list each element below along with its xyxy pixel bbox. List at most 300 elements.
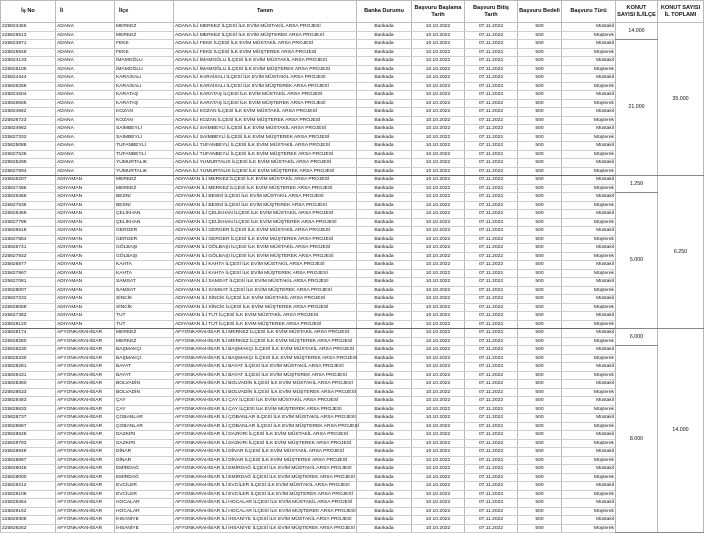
cell-banka-durumu: Bankada [357,244,412,253]
cell-baslama: 10.10.2022 [412,354,465,363]
cell-baslama: 10.10.2022 [412,329,465,338]
cell-bedel: 500 [518,320,562,329]
cell-il: ADANA [56,57,115,66]
header-tanim: Tanım [174,1,357,23]
table-row [1,465,704,474]
cell-ilce: KARATAŞ [115,91,174,100]
cell-ilce: İHSANİYE [115,524,174,533]
cell-tanim: ADIYAMAN İLİ BESNİ İLÇESİ İLK EVİM MÜSTAKİL ARSA PROJESİ [174,193,357,202]
cell-il: AFYONKARAHİSAR [56,516,115,525]
table-row [1,261,704,270]
cell-bedel: 500 [518,193,562,202]
cell-tanim: ADIYAMAN İLİ SAMSAT İLÇESİ İLK EVİM MÜŞTEREK ARSA PROJESİ [174,286,357,295]
cell-bitis: 07.11.2022 [465,456,518,465]
table-row [1,218,704,227]
cell-tanim: ADIYAMAN İLİ SİNCİK İLÇESİ İLK EVİM MÜSTAKİL ARSA PROJESİ [174,295,357,304]
header-is-no: İş No [1,1,56,23]
cell-bitis: 07.11.2022 [465,397,518,406]
cell-is-no: 225823456 [1,23,56,32]
cell-ilce: SAMSAT [115,286,174,295]
cell-turu: Müşterek [562,388,616,397]
cell-turu: Müşterek [562,269,616,278]
cell-turu: Müşterek [562,303,616,312]
table-row [1,295,704,304]
cell-is-no: 225827081 [1,278,56,287]
cell-ilce: BOLVADİN [115,388,174,397]
table-row [1,456,704,465]
cell-turu: Müstakil [562,329,616,338]
cell-turu: Müstakil [562,261,616,270]
cell-banka-durumu: Bankada [357,380,412,389]
cell-baslama: 10.10.2022 [412,252,465,261]
cell-is-no: 225826368 [1,193,56,202]
cell-bitis: 07.11.2022 [465,388,518,397]
cell-ilce: BAŞMAKÇI [115,354,174,363]
cell-baslama: 10.10.2022 [412,269,465,278]
cell-tanim: AFYONKARAHİSAR İLİ DAZKIRI İLÇESİ İLK EVİM MÜSTAKİL ARSA PROJESİ [174,431,357,440]
cell-ilce: MERKEZ [115,329,174,338]
cell-is-no: 225828848 [1,431,56,440]
cell-banka-durumu: Bankada [357,456,412,465]
cell-bitis: 07.11.2022 [465,516,518,525]
cell-bitis: 07.11.2022 [465,465,518,474]
cell-banka-durumu: Bankada [357,482,412,491]
cell-tanim: ADANA İLİ İMAMOĞLU İLÇESİ İLK EVİM MÜSTAKİL ARSA PROJESİ [174,57,357,66]
cell-tanim: AFYONKARAHİSAR İLİ EMİRDAĞ İLÇESİ İLK EVİM MÜŞTEREK ARSA PROJESİ [175,474,355,480]
cell-ilce: ÇOBANLAR [115,414,174,423]
cell-banka-durumu: Bankada [357,48,412,57]
cell-turu: Müstakil [562,482,616,491]
cell-ilce: ÇELİKHAN [115,210,174,219]
cell-is-no: 225825513 [1,31,56,40]
cell-bitis: 07.11.2022 [465,184,518,193]
cell-turu: Müşterek [562,473,616,482]
cell-il: ADANA [56,125,115,134]
table-row [1,473,704,482]
cell-bitis: 07.11.2022 [465,473,518,482]
cell-ilce: GÖLBAŞI [115,252,174,261]
cell-is-no: 225826565 [1,99,56,108]
cell-bedel: 500 [518,91,562,100]
cell-ilce: BAŞMAKÇI [115,346,174,355]
cell-tanim: AFYONKARAHİSAR İLİ EVCİLER İLÇESİ İLK EVİM MÜSTAKİL ARSA PROJESİ [174,482,357,491]
cell-il: AFYONKARAHİSAR [56,524,115,533]
cell-is-no: 225828330 [1,354,56,363]
cell-bitis: 07.11.2022 [465,380,518,389]
cell-baslama: 10.10.2022 [412,312,465,321]
cell-baslama: 10.10.2022 [412,490,465,499]
table-row [1,133,704,142]
table-row [1,235,704,244]
cell-banka-durumu: Bankada [357,499,412,508]
cell-turu: Müstakil [562,278,616,287]
cell-turu: Müstakil [562,431,616,440]
table-row [1,252,704,261]
cell-bitis: 07.11.2022 [465,439,518,448]
cell-turu: Müşterek [562,201,616,210]
cell-bedel: 500 [518,227,562,236]
table-row [1,414,704,423]
table-row [1,91,704,100]
table-row [1,431,704,440]
cell-turu: Müstakil [562,125,616,134]
cell-banka-durumu: Bankada [357,303,412,312]
cell-ilce: KARATAŞ [115,99,174,108]
cell-baslama: 10.10.2022 [412,363,465,372]
cell-bitis: 07.11.2022 [465,278,518,287]
cell-il: AFYONKARAHİSAR [56,371,115,380]
cell-ilce: GERGER [115,235,174,244]
cell-tanim: ADANA İLİ KARATAŞ İLÇESİ İLK EVİM MÜSTAKİL ARSA PROJESİ [174,91,357,100]
cell-bedel: 500 [518,108,562,117]
cell-ilce: BOLVADİN [115,380,174,389]
table-row [1,312,704,321]
cell-bitis: 07.11.2022 [465,261,518,270]
cell-is-no: 225826259 [1,82,56,91]
cell-ilce: KARAİSALI [115,82,174,91]
cell-il: ADANA [56,48,115,57]
cell-baslama: 10.10.2022 [412,524,465,533]
cell-ilce: ÇELİKHAN [115,218,174,227]
header-bitis: Başvuru Bitiş Tarih [465,1,518,23]
cell-il: ADANA [56,40,115,49]
cell-ilce: KOZAN [115,116,174,125]
cell-bedel: 500 [518,125,562,134]
cell-baslama: 10.10.2022 [412,176,465,185]
cell-tanim: ADANA İLİ FEKE İLÇESİ İLK EVİM MÜSTAKİL ARSA PROJESİ [174,40,357,49]
table-row [1,40,704,49]
table-row [1,176,704,185]
table-row [1,108,704,117]
cell-bedel: 500 [518,269,562,278]
cell-is-no: 225828069 [1,303,56,312]
cell-banka-durumu: Bankada [357,116,412,125]
cell-banka-durumu: Bankada [357,261,412,270]
cell-bitis: 07.11.2022 [465,31,518,40]
cell-il: ADIYAMAN [56,227,115,236]
cell-is-no: 225828737 [1,414,56,423]
cell-is-no: 225828949 [1,448,56,457]
cell-il: AFYONKARAHİSAR [56,482,115,491]
cell-bitis: 07.11.2022 [465,167,518,176]
cell-banka-durumu: Bankada [357,193,412,202]
table-row [1,65,704,74]
header-konut-ilce: KONUT SAYISI İL/İLÇE [616,1,658,23]
cell-bedel: 500 [518,507,562,516]
cell-baslama: 10.10.2022 [412,99,465,108]
cell-is-no: 225824982 [1,125,56,134]
cell-bedel: 500 [518,456,562,465]
table-row [1,74,704,83]
cell-turu: Müşterek [562,252,616,261]
cell-baslama: 10.10.2022 [412,337,465,346]
cell-baslama: 10.10.2022 [412,125,465,134]
cell-bitis: 07.11.2022 [465,133,518,142]
cell-banka-durumu: Bankada [357,473,412,482]
cell-banka-durumu: Bankada [357,82,412,91]
cell-ilce: KAHTA [115,269,174,278]
cell-bitis: 07.11.2022 [465,150,518,159]
cell-il: ADIYAMAN [56,278,115,287]
cell-bitis: 07.11.2022 [465,235,518,244]
cell-baslama: 10.10.2022 [412,380,465,389]
cell-il: AFYONKARAHİSAR [56,473,115,482]
cell-tanim: ADIYAMAN İLİ GERGER İLÇESİ İLK EVİM MÜSTAKİL ARSA PROJESİ [174,227,357,236]
cell-is-no: 225829048 [1,465,56,474]
cell-turu: Müşterek [562,439,616,448]
cell-baslama: 10.10.2022 [412,210,465,219]
cell-banka-durumu: Bankada [357,108,412,117]
cell-turu: Müstakil [562,312,616,321]
konut-ilce-value: 5.000 [616,193,658,329]
cell-is-no: 225829212 [1,482,56,491]
cell-tanim: ADANA İLİ SAİMBEYLİ İLÇESİ İLK EVİM MÜŞTEREK ARSA PROJESİ [174,133,357,142]
cell-tanim: AFYONKARAHİSAR İLİ DİNAR İLÇESİ İLK EVİM MÜŞTEREK ARSA PROJESİ [174,456,357,465]
cell-is-no: 225827694 [1,167,56,176]
cell-ilce: MERKEZ [115,337,174,346]
cell-turu: Müstakil [562,346,616,355]
cell-is-no: 225827932 [1,252,56,261]
cell-banka-durumu: Bankada [357,99,412,108]
cell-banka-durumu: Bankada [357,490,412,499]
cell-il: ADIYAMAN [56,320,115,329]
cell-bedel: 500 [518,218,562,227]
cell-turu: Müşterek [562,524,616,533]
cell-bedel: 500 [518,142,562,151]
table-row [1,269,704,278]
cell-tanim: ADIYAMAN İLİ TUT İLÇESİ İLK EVİM MÜŞTEREK ARSA PROJESİ [174,320,357,329]
cell-bitis: 07.11.2022 [465,159,518,168]
cell-bedel: 500 [518,210,562,219]
cell-turu: Müstakil [562,210,616,219]
cell-banka-durumu: Bankada [357,74,412,83]
cell-tanim: ADIYAMAN İLİ GERGER İLÇESİ İLK EVİM MÜŞTEREK ARSA PROJESİ [174,235,357,244]
cell-turu: Müşterek [562,405,616,414]
cell-ilce: EMİRDAĞ [115,465,174,474]
cell-il: ADANA [56,116,115,125]
cell-tanim: ADANA İLİ KOZAN İLÇESİ İLK EVİM MÜSTAKİL ARSA PROJESİ [174,108,357,117]
cell-tanim: AFYONKARAHİSAR İLİ HOCALAR İLÇESİ İLK EVİM MÜŞTEREK ARSA PROJESİ [175,508,356,514]
cell-il: ADANA [56,133,115,142]
cell-bedel: 500 [518,65,562,74]
cell-is-no: 225828687 [1,422,56,431]
cell-bedel: 500 [518,303,562,312]
cell-is-no: 225827636 [1,201,56,210]
cell-banka-durumu: Bankada [357,91,412,100]
cell-bitis: 07.11.2022 [465,125,518,134]
cell-ilce: BAYAT [115,371,174,380]
cell-banka-durumu: Bankada [357,150,412,159]
cell-banka-durumu: Bankada [357,354,412,363]
konut-ilce-value: 14.000 [616,23,658,40]
cell-banka-durumu: Bankada [357,507,412,516]
cell-il: ADANA [56,159,115,168]
cell-banka-durumu: Bankada [357,414,412,423]
cell-is-no: 225827486 [1,184,56,193]
cell-bedel: 500 [518,516,562,525]
cell-ilce: MERKEZ [115,176,174,185]
cell-turu: Müstakil [562,414,616,423]
cell-turu: Müşterek [562,286,616,295]
cell-ilce: EVCİLER [115,490,174,499]
cell-baslama: 10.10.2022 [412,499,465,508]
table-row [1,150,704,159]
header-ilce: İlçe [115,1,174,23]
cell-banka-durumu: Bankada [357,133,412,142]
table-row [1,193,704,202]
cell-il: AFYONKARAHİSAR [56,507,115,516]
cell-bitis: 07.11.2022 [465,371,518,380]
cell-ilce: DAZKIRI [115,439,174,448]
cell-is-no: 225828174 [1,329,56,338]
cell-ilce: KOZAN [115,108,174,117]
cell-turu: Müstakil [562,142,616,151]
cell-banka-durumu: Bankada [357,465,412,474]
cell-il: AFYONKARAHİSAR [56,405,115,414]
cell-is-no: 225829262 [1,524,56,533]
cell-tanim: ADANA İLİ TUFANBEYLİ İLÇESİ İLK EVİM MÜŞTEREK ARSA PROJESİ [174,150,357,159]
cell-baslama: 10.10.2022 [412,422,465,431]
cell-banka-durumu: Bankada [357,422,412,431]
cell-baslama: 10.10.2022 [412,431,465,440]
cell-turu: Müstakil [562,465,616,474]
cell-turu: Müşterek [562,31,616,40]
cell-is-no: 225824344 [1,74,56,83]
cell-ilce: DİNAR [115,448,174,457]
table-row [1,524,704,533]
cell-bedel: 500 [518,380,562,389]
cell-baslama: 10.10.2022 [412,286,465,295]
cell-bitis: 07.11.2022 [465,422,518,431]
cell-il: AFYONKARAHİSAR [56,397,115,406]
cell-baslama: 10.10.2022 [412,133,465,142]
cell-bitis: 07.11.2022 [465,303,518,312]
cell-tanim: ADANA İLİ FEKE İLÇESİ İLK EVİM MÜŞTEREK ARSA PROJESİ [174,48,357,57]
cell-tanim: AFYONKARAHİSAR İLİ BAŞMAKÇI İLÇESİ İLK EVİM MÜSTAKİL ARSA PROJESİ [174,346,357,355]
table-row [1,320,704,329]
table-row [1,363,704,372]
cell-tanim: AFYONKARAHİSAR İLİ MERKEZ İLÇESİ İLK EVİM MÜŞTEREK ARSA PROJESİ [174,337,357,346]
cell-banka-durumu: Bankada [357,125,412,134]
cell-il: ADANA [56,108,115,117]
cell-turu: Müstakil [562,244,616,253]
cell-banka-durumu: Bankada [357,31,412,40]
cell-banka-durumu: Bankada [357,159,412,168]
cell-is-no: 225828380 [1,380,56,389]
table-row [1,227,704,236]
cell-il: AFYONKARAHİSAR [56,456,115,465]
cell-bitis: 07.11.2022 [465,193,518,202]
table-row [1,346,704,355]
cell-tanim: ADIYAMAN İLİ BESNİ İLÇESİ İLK EVİM MÜŞTEREK ARSA PROJESİ [174,201,357,210]
cell-tanim: AFYONKARAHİSAR İLİ BAŞMAKÇI İLÇESİ İLK EVİM MÜŞTEREK ARSA PROJESİ [175,355,358,361]
cell-baslama: 10.10.2022 [412,31,465,40]
cell-is-no: 225826877 [1,261,56,270]
cell-ilce: ÇAY [115,405,174,414]
cell-turu: Müşterek [562,490,616,499]
cell-ilce: BESNİ [115,201,174,210]
cell-ilce: SAMSAT [115,278,174,287]
cell-turu: Müşterek [562,320,616,329]
cell-bedel: 500 [518,286,562,295]
cell-tanim: ADANA İLİ MERKEZ İLÇESİ İLK EVİM MÜSTAKİL ARSA PROJESİ [174,23,357,32]
cell-turu: Müşterek [562,456,616,465]
cell-bedel: 500 [518,431,562,440]
cell-turu: Müstakil [562,57,616,66]
cell-il: ADIYAMAN [56,176,115,185]
table-row [1,354,704,363]
cell-baslama: 10.10.2022 [412,516,465,525]
cell-bitis: 07.11.2022 [465,108,518,117]
cell-bitis: 07.11.2022 [465,312,518,321]
cell-ilce: TUFANBEYLİ [115,142,174,151]
cell-bitis: 07.11.2022 [465,176,518,185]
cell-ilce: MERKEZ [115,184,174,193]
cell-ilce: SAİMBEYLİ [115,125,174,134]
cell-baslama: 10.10.2022 [412,23,465,32]
cell-banka-durumu: Bankada [357,346,412,355]
cell-turu: Müstakil [562,40,616,49]
cell-ilce: DAZKIRI [115,431,174,440]
cell-is-no: 225827332 [1,133,56,142]
cell-is-no: 225829162 [1,507,56,516]
cell-bitis: 07.11.2022 [465,405,518,414]
cell-is-no: 225827854 [1,235,56,244]
cell-ilce: TUFANBEYLİ [115,150,174,159]
cell-is-no: 225826105 [1,65,56,74]
cell-ilce: SİNCİK [115,303,174,312]
cell-bedel: 500 [518,23,562,32]
cell-bitis: 07.11.2022 [465,363,518,372]
cell-bedel: 500 [518,295,562,304]
cell-bitis: 07.11.2022 [465,82,518,91]
cell-tanim: ADANA İLİ MERKEZ İLÇESİ İLK EVİM MÜŞTEREK ARSA PROJESİ [174,31,357,40]
cell-bitis: 07.11.2022 [465,142,518,151]
cell-ilce: İMAMOĞLU [115,65,174,74]
cell-is-no: 225829308 [1,516,56,525]
cell-bedel: 500 [518,31,562,40]
cell-il: ADIYAMAN [56,252,115,261]
cell-tanim: ADIYAMAN İLİ MERKEZ İLÇESİ İLK EVİM MÜŞTEREK ARSA PROJESİ [174,184,357,193]
konut-toplam-value: 14.000 [658,329,704,533]
cell-turu: Müstakil [562,74,616,83]
cell-turu: Müstakil [562,363,616,372]
cell-ilce: FEKE [115,48,174,57]
konut-ilce-value: 21.000 [616,40,658,176]
cell-is-no: 225826459 [1,210,56,219]
cell-tanim: ADANA İLİ İMAMOĞLU İLÇESİ İLK EVİM MÜŞTEREK ARSA PROJESİ [174,65,357,74]
table-row [1,23,704,32]
cell-bedel: 500 [518,439,562,448]
table-row [1,142,704,151]
cell-baslama: 10.10.2022 [412,159,465,168]
cell-bedel: 500 [518,278,562,287]
table-row [1,116,704,125]
cell-bedel: 500 [518,150,562,159]
table-row [1,397,704,406]
cell-banka-durumu: Bankada [357,371,412,380]
cell-banka-durumu: Bankada [357,142,412,151]
cell-is-no: 225828281 [1,363,56,372]
cell-tanim: ADIYAMAN İLİ GÖLBAŞI İLÇESİ İLK EVİM MÜSTAKİL ARSA PROJESİ [174,244,357,253]
cell-tanim: AFYONKARAHİSAR İLİ HOCALAR İLÇESİ İLK EVİM MÜSTAKİL ARSA PROJESİ [174,499,357,508]
cell-ilce: İHSANİYE [115,516,174,525]
cell-bedel: 500 [518,354,562,363]
cell-tanim: ADIYAMAN İLİ ÇELİKHAN İLÇESİ İLK EVİM MÜŞTEREK ARSA PROJESİ [174,218,357,227]
cell-turu: Müşterek [562,371,616,380]
cell-turu: Müstakil [562,91,616,100]
cell-ilce: KARAİSALI [115,74,174,83]
